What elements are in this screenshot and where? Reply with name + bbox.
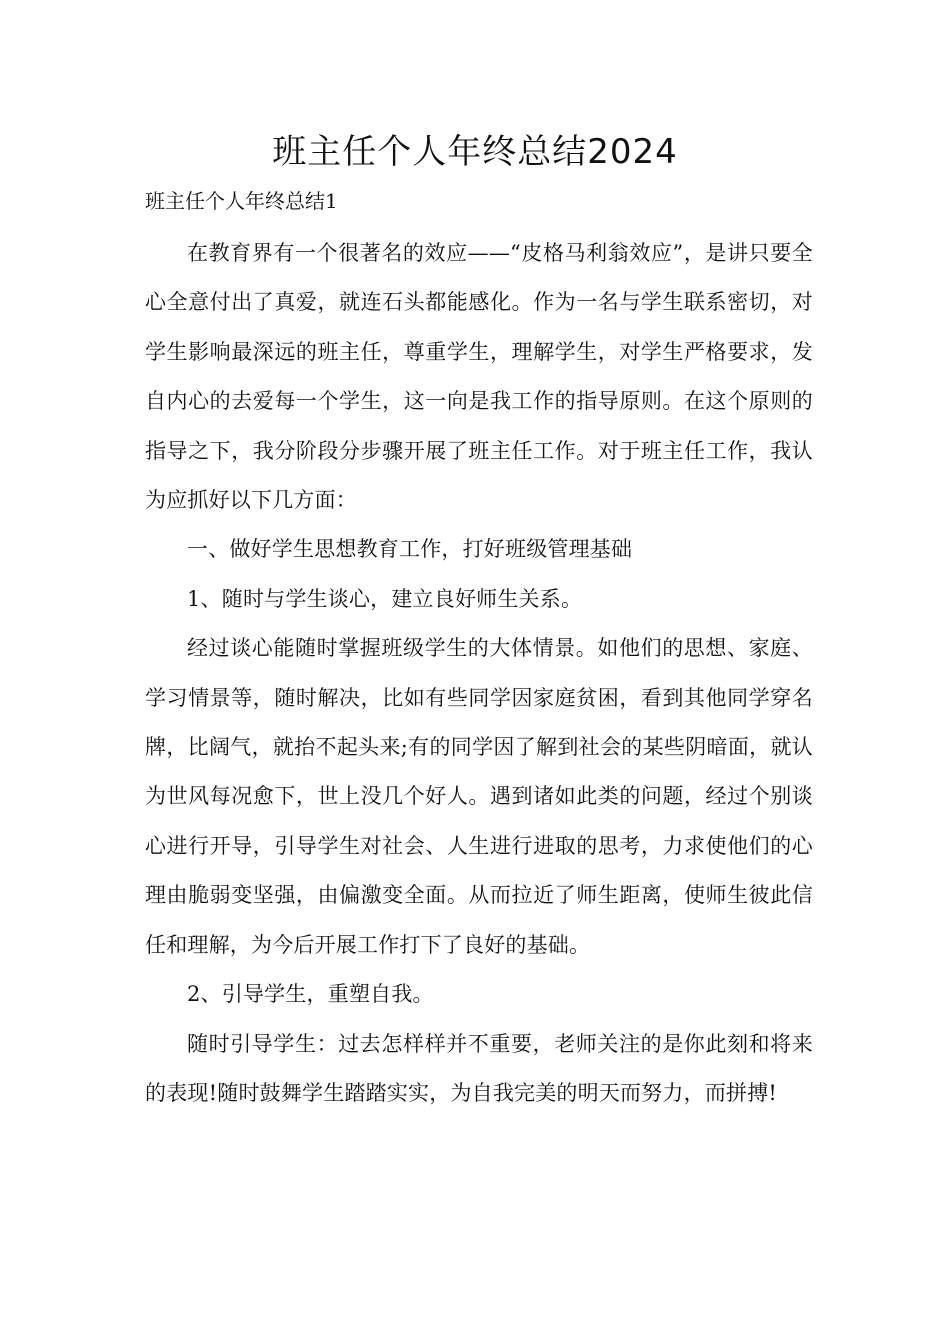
paragraph-intro: 在教育界有一个很著名的效应——“皮格马利翁效应”，是讲只要全心全意付出了真爱，就连石头都能感化。作为一名与学生联系密切，对学生影响最深远的班主任，尊重学生，理解学生，对学生严格要求，发自内心的去爱每一个学生，这一向是我工作的指导原则。在这个原则的指导之下，我分阶段分步骤开展了班主任工作。对于班主任工作，我认为应抓好以下几方面： (145, 241, 813, 513)
document-title: 班主任个人年终总结2024 (272, 132, 678, 172)
heading-item-1: 1、随时与学生谈心，建立良好师生关系。 (187, 586, 583, 611)
paragraph-talk: 经过谈心能随时掌握班级学生的大体情景。如他们的思想、家庭、学习情景等，随时解决，比如有些同学因家庭贫困，看到其他同学穿名牌，比阔气，就抬不起头来;有的同学因了解到社会的某些阴暗面，就认为世风每况愈下，世上没几个好人。遇到诸如此类的问题，经过个别谈心进行开导，引导学生对社会、人生进行进取的思考，力求使他们的心理由脆弱变坚强，由偏激变全面。从而拉近了师生距离，使师生彼此信任和理解，为今后开展工作打下了良好的基础。 (145, 636, 813, 957)
heading-section-1: 一、做好学生思想教育工作，打好班级管理基础 (187, 537, 633, 562)
heading-item-2: 2、引导学生，重塑自我。 (187, 982, 434, 1007)
paragraph-guide: 随时引导学生：过去怎样样并不重要，老师关注的是你此刻和将来的表现!随时鼓舞学生踏踏实实，为自我完美的明天而努力，而拼搏! (145, 1031, 813, 1105)
section-subtitle: 班主任个人年终总结1 (145, 189, 338, 213)
document-body (145, 229, 813, 1118)
